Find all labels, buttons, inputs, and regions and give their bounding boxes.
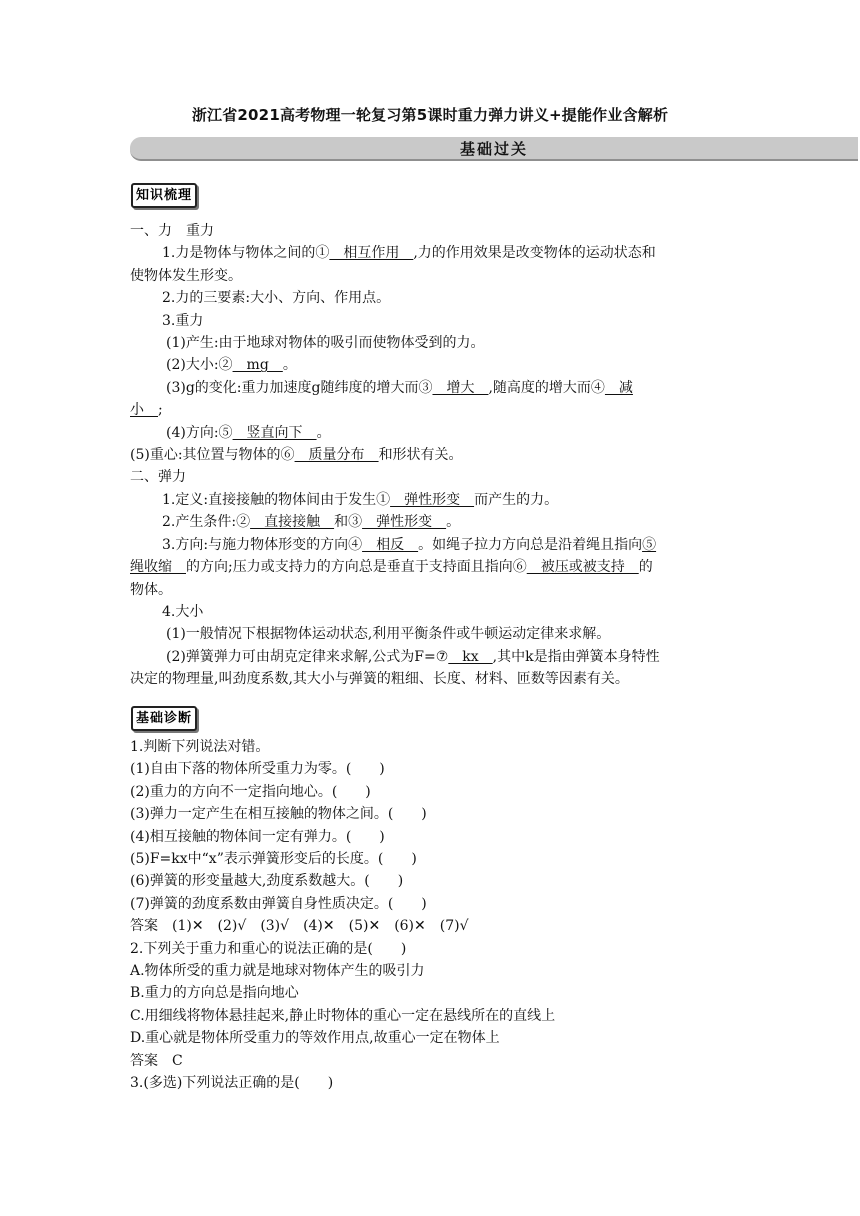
- paragraph: (2)弹簧弹力可由胡克定律来求解,公式为F=⑦ kx ,其中k是指由弹簧本身特性: [166, 648, 660, 665]
- paragraph: (5)重心:其位置与物体的⑥ 质量分布 和形状有关。: [130, 447, 463, 464]
- blank-answer: 绳收缩: [130, 559, 186, 576]
- option-a: A.物体所受的重力就是地球对物体产生的吸引力: [130, 963, 425, 980]
- blank-answer: 竖直向下: [232, 424, 317, 441]
- paragraph: 使物体发生形变。: [130, 267, 242, 284]
- option-b: B.重力的方向总是指向地心: [130, 985, 299, 1002]
- paragraph: 2.力的三要素:大小、方向、作用点。: [162, 290, 391, 307]
- question-stem: 1.判断下列说法对错。: [130, 739, 270, 755]
- knowledge-tag: [131, 183, 197, 208]
- blank-answer: ⑤: [642, 536, 657, 553]
- blank-answer: 减: [604, 379, 633, 396]
- blank-answer: kx: [448, 648, 493, 665]
- blank-answer: 相互作用: [329, 245, 414, 262]
- document-title: 浙江省2021高考物理一轮复习第5课时重力弹力讲义+提能作业含解析: [191, 106, 669, 124]
- blank-answer: 小: [130, 402, 158, 419]
- judge-item: (6)弹簧的形变量越大,劲度系数越大。( ): [130, 873, 404, 890]
- question-stem: 3.(多选)下列说法正确的是( ): [130, 1075, 334, 1092]
- answer-line: 答案 C: [130, 1052, 183, 1069]
- judge-item: (4)相互接触的物体间一定有弹力。( ): [130, 828, 385, 845]
- judge-item: (3)弹力一定产生在相互接触的物体之间。( ): [130, 806, 427, 823]
- blank-answer: 弹性形变: [390, 491, 475, 508]
- judge-item: (2)重力的方向不一定指向地心。( ): [130, 783, 371, 800]
- paragraph: 物体。: [130, 581, 172, 598]
- blank-answer: 弹性形变: [362, 514, 447, 531]
- paragraph: 4.大小: [162, 603, 204, 620]
- question-stem: 2.下列关于重力和重心的说法正确的是( ): [130, 940, 407, 957]
- knowledge-tag-label: 知识梳理: [136, 188, 193, 203]
- blank-answer: 相反: [362, 536, 419, 553]
- paragraph: (1)产生:由于地球对物体的吸引而使物体受到的力。: [166, 335, 485, 352]
- blank-answer: mg: [232, 357, 283, 374]
- section-heading-elastic: 二、弹力: [130, 469, 186, 486]
- paragraph: (1)一般情况下根据物体运动状态,利用平衡条件或牛顿运动定律来求解。: [166, 626, 611, 643]
- option-c: C.用细线将物体悬挂起来,静止时物体的重心一定在悬线所在的直线上: [130, 1007, 556, 1024]
- judge-item: (1)自由下落的物体所受重力为零。( ): [130, 761, 385, 778]
- paragraph: 小 ;: [130, 402, 163, 419]
- blank-answer: 被压或被支持: [526, 559, 639, 576]
- banner-title: 基础过关: [459, 140, 528, 158]
- paragraph: (2)大小:② mg 。: [166, 357, 297, 374]
- diagnosis-section: [130, 736, 730, 1095]
- judge-item: (7)弹簧的劲度系数由弹簧自身性质决定。( ): [130, 895, 427, 912]
- knowledge-section: [130, 220, 730, 691]
- paragraph: 3.方向:与施力物体形变的方向④ 相反 。如绳子拉力方向总是沿着绳且指向⑤: [162, 536, 657, 553]
- paragraph: 1.力是物体与物体之间的① 相互作用 ,力的作用效果是改变物体的运动状态和: [162, 245, 656, 262]
- section-heading-force: 一、力 重力: [130, 223, 214, 239]
- section-banner: [130, 137, 858, 161]
- paragraph: 3.重力: [162, 312, 204, 329]
- paragraph: 决定的物理量,叫劲度系数,其大小与弹簧的粗细、长度、材料、匝数等因素有关。: [130, 671, 629, 688]
- paragraph: (4)方向:⑤ 竖直向下 。: [166, 424, 331, 441]
- diagnosis-tag-label: 基础诊断: [136, 711, 193, 726]
- blank-answer: 增大: [432, 379, 489, 396]
- paragraph: (3)g的变化:重力加速度g随纬度的增大而③ 增大 ,随高度的增大而④ 减: [166, 379, 633, 396]
- blank-answer: 质量分布: [294, 447, 379, 464]
- paragraph: 2.产生条件:② 直接接触 和③ 弹性形变 。: [162, 514, 461, 531]
- paragraph: 1.定义:直接接触的物体间由于发生① 弹性形变 而产生的力。: [162, 491, 559, 508]
- judge-item: (5)F=kx中“x”表示弹簧形变后的长度。( ): [130, 851, 417, 868]
- paragraph: 绳收缩 的方向;压力或支持力的方向总是垂直于支持面且指向⑥ 被压或被支持 的: [130, 559, 653, 576]
- blank-answer: 直接接触: [250, 514, 335, 531]
- diagnosis-tag: [131, 706, 197, 731]
- option-d: D.重心就是物体所受重力的等效作用点,故重心一定在物体上: [130, 1030, 500, 1047]
- answer-line: 答案 (1)✕ (2)√ (3)√ (4)✕ (5)✕ (6)✕ (7)√: [130, 918, 469, 935]
